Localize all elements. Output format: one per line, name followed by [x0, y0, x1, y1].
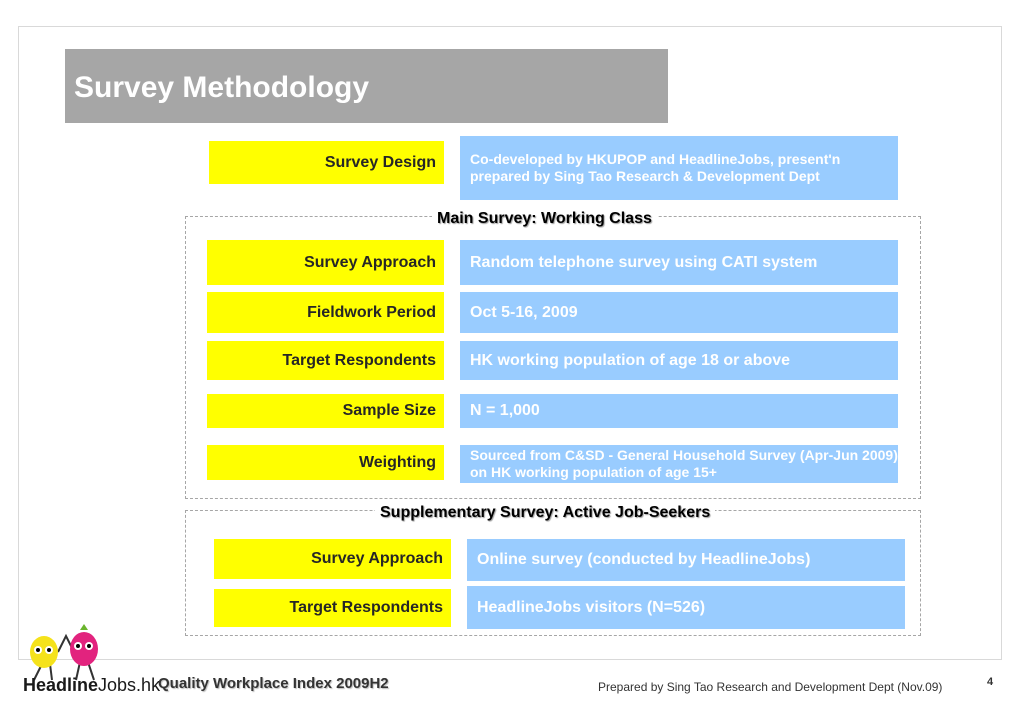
- supplementary-survey-title: Supplementary Survey: Active Job-Seekers: [375, 504, 715, 522]
- title-bar: [65, 49, 668, 123]
- logo-wordmark: [23, 675, 160, 696]
- logo-rest-part: Jobs.hk: [98, 675, 161, 695]
- survey-design-label: Survey Design: [209, 141, 444, 184]
- page-number: 4: [987, 676, 994, 688]
- main-row-value: Sourced from C&SD - General Household Survey (Apr-Jun 2009) on HK working population of age 15+: [460, 445, 898, 483]
- footer-credit: Prepared by Sing Tao Research and Development Dept (Nov.09): [598, 680, 943, 694]
- logo-bold-part: Headline: [23, 675, 99, 695]
- main-row-value: HK working population of age 18 or above: [460, 341, 898, 380]
- main-row-value: Oct 5-16, 2009: [460, 292, 898, 333]
- survey-design-value: Co-developed by HKUPOP and HeadlineJobs, present'n prepared by Sing Tao Research & Development Dept: [460, 136, 898, 200]
- supplementary-row-label: Target Respondents: [214, 589, 451, 627]
- main-row-label: Sample Size: [207, 394, 444, 428]
- main-row-label: Fieldwork Period: [207, 292, 444, 333]
- main-survey-title: Main Survey: Working Class: [432, 210, 657, 228]
- main-row-value: Random telephone survey using CATI system: [460, 240, 898, 285]
- main-row-label: Target Respondents: [207, 341, 444, 380]
- supplementary-row-value: Online survey (conducted by HeadlineJobs): [467, 539, 905, 581]
- report-title: Quality Workplace Index 2009H2: [158, 675, 389, 692]
- main-row-value: N = 1,000: [460, 394, 898, 428]
- supplementary-row-value: HeadlineJobs visitors (N=526): [467, 586, 905, 629]
- main-row-label: Weighting: [207, 445, 444, 480]
- main-row-label: Survey Approach: [207, 240, 444, 285]
- supplementary-row-label: Survey Approach: [214, 539, 451, 579]
- page-title: Survey Methodology: [74, 71, 370, 104]
